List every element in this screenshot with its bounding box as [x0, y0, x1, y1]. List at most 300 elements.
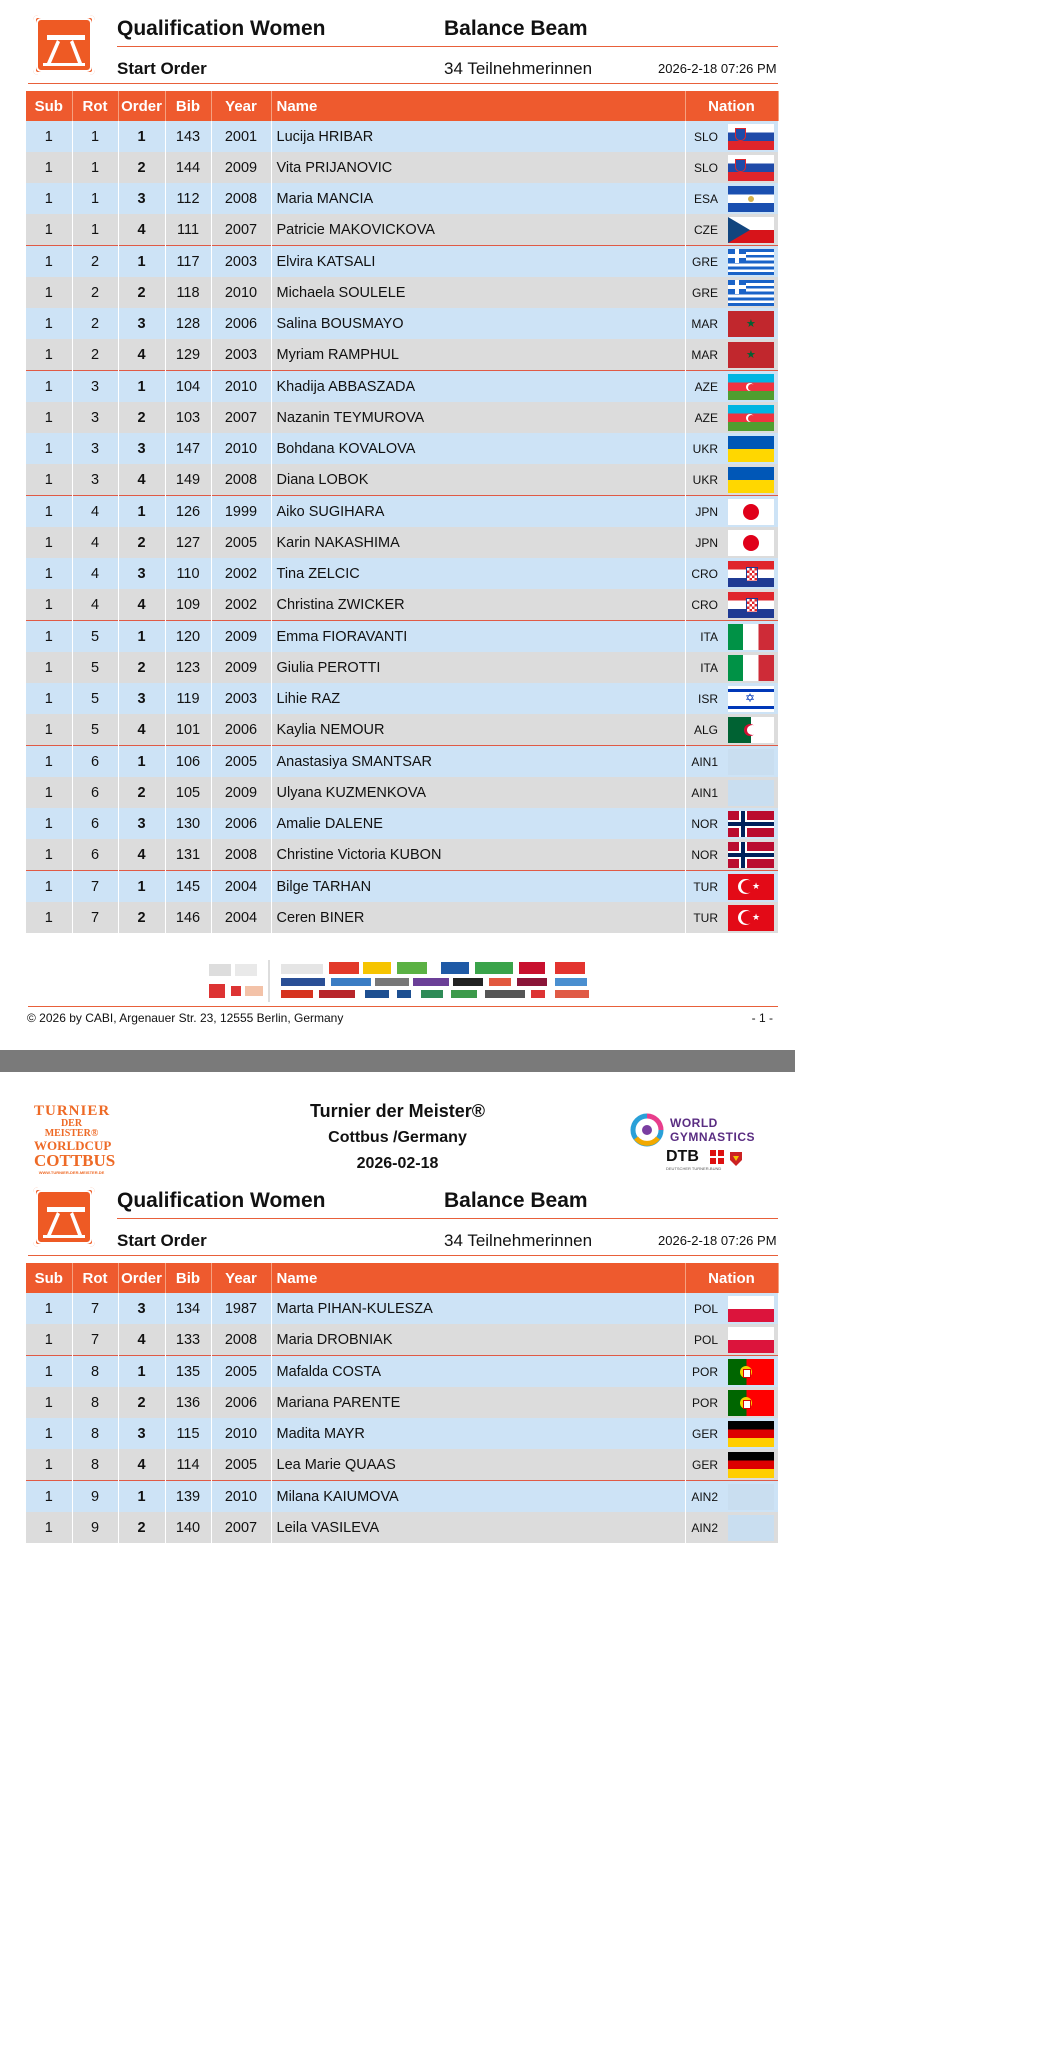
order-cell: 2	[118, 527, 165, 558]
order-cell: 2	[118, 652, 165, 683]
bib-cell: 128	[165, 308, 211, 339]
logo-url: WWW.TURNIER-DER-MEISTER.DE	[38, 1170, 105, 1175]
rot-cell: 8	[72, 1387, 118, 1418]
flag-cell	[724, 464, 778, 496]
competition-title: Qualification Women	[117, 1189, 326, 1212]
flag-nor-icon	[728, 842, 774, 868]
sub-cell: 1	[26, 1324, 72, 1356]
nation-code-cell: CZE	[685, 214, 724, 246]
flag-cro-icon	[728, 561, 774, 587]
table-row	[26, 777, 778, 808]
year-cell: 2003	[211, 339, 271, 371]
footer-divider	[28, 1006, 778, 1007]
rot-cell: 2	[72, 308, 118, 339]
year-cell: 2006	[211, 808, 271, 839]
apparatus-title: Balance Beam	[444, 1189, 588, 1212]
sponsor-logos-strip	[205, 958, 595, 1004]
bib-cell: 106	[165, 746, 211, 778]
balance-beam-apparatus-icon	[33, 15, 95, 75]
order-cell: 2	[118, 777, 165, 808]
table-row	[26, 1356, 778, 1388]
bib-cell: 130	[165, 808, 211, 839]
rot-cell: 2	[72, 339, 118, 371]
sub-cell: 1	[26, 371, 72, 403]
sub-cell: 1	[26, 808, 72, 839]
rot-cell: 6	[72, 808, 118, 839]
event-place: Cottbus /Germany	[328, 1129, 467, 1146]
flag-cell	[724, 214, 778, 246]
nation-code-cell: ESA	[685, 183, 724, 214]
flag-ain2-icon	[728, 1484, 774, 1510]
competition-title: Qualification Women	[117, 17, 326, 40]
order-cell: 4	[118, 589, 165, 621]
flag-cell	[724, 183, 778, 214]
order-cell: 3	[118, 558, 165, 589]
athlete-name-cell: Lihie RAZ	[271, 683, 685, 714]
flag-nor-icon	[728, 811, 774, 837]
nation-code-cell: POR	[685, 1387, 724, 1418]
rot-cell: 6	[72, 746, 118, 778]
sub-cell: 1	[26, 902, 72, 933]
rot-cell: 3	[72, 371, 118, 403]
flag-cell	[724, 777, 778, 808]
nation-code-cell: CRO	[685, 558, 724, 589]
wg-word-2: GYMNASTICS	[670, 1130, 756, 1144]
nation-code-cell: POL	[685, 1324, 724, 1356]
year-cell: 2009	[211, 152, 271, 183]
nation-code-cell: GER	[685, 1418, 724, 1449]
column-header-nation: Nation	[685, 91, 778, 121]
year-cell: 2006	[211, 308, 271, 339]
rot-cell: 2	[72, 277, 118, 308]
year-cell: 2005	[211, 746, 271, 778]
nation-code-cell: SLO	[685, 121, 724, 152]
order-cell: 1	[118, 746, 165, 778]
year-cell: 2009	[211, 621, 271, 653]
bib-cell: 127	[165, 527, 211, 558]
order-cell: 3	[118, 433, 165, 464]
sub-cell: 1	[26, 871, 72, 903]
flag-jpn-icon	[728, 499, 774, 525]
flag-ita-icon	[728, 624, 774, 650]
flag-aze-icon	[728, 405, 774, 431]
flag-cze-icon	[728, 217, 774, 243]
year-cell: 2010	[211, 1418, 271, 1449]
event-date: 2026-02-18	[356, 1155, 439, 1172]
bib-cell: 133	[165, 1324, 211, 1356]
bib-cell: 131	[165, 839, 211, 871]
flag-cell	[724, 1481, 778, 1513]
logo-line-2: DER MEISTER®	[44, 1118, 99, 1139]
year-cell: 2007	[211, 1512, 271, 1543]
athlete-name-cell: Bilge TARHAN	[271, 871, 685, 903]
flag-cell	[724, 433, 778, 464]
athlete-name-cell: Mafalda COSTA	[271, 1356, 685, 1388]
nation-code-cell: SLO	[685, 152, 724, 183]
subheader-divider	[28, 1255, 778, 1256]
bib-cell: 149	[165, 464, 211, 496]
table-row	[26, 746, 778, 778]
rot-cell: 6	[72, 777, 118, 808]
flag-cell	[724, 1293, 778, 1324]
flag-ger-icon	[728, 1452, 774, 1478]
athlete-name-cell: Leila VASILEVA	[271, 1512, 685, 1543]
sub-cell: 1	[26, 777, 72, 808]
table-row	[26, 714, 778, 746]
year-cell: 2010	[211, 371, 271, 403]
flag-slo-icon	[728, 155, 774, 181]
rot-cell: 7	[72, 1293, 118, 1324]
sub-cell: 1	[26, 214, 72, 246]
flag-cell	[724, 121, 778, 152]
athlete-name-cell: Nazanin TEYMUROVA	[271, 402, 685, 433]
logo-line-4: COTTBUS	[34, 1151, 116, 1170]
rot-cell: 7	[72, 902, 118, 933]
table-header-row	[26, 91, 778, 121]
flag-pol-icon	[728, 1296, 774, 1322]
sub-cell: 1	[26, 1418, 72, 1449]
bib-cell: 119	[165, 683, 211, 714]
flag-por-icon	[728, 1390, 774, 1416]
athlete-name-cell: Giulia PEROTTI	[271, 652, 685, 683]
year-cell: 2008	[211, 464, 271, 496]
order-cell: 2	[118, 402, 165, 433]
apparatus-title: Balance Beam	[444, 17, 588, 40]
order-cell: 2	[118, 1512, 165, 1543]
column-header-order: Order	[118, 91, 165, 121]
flag-tur-icon: ★	[728, 874, 774, 900]
year-cell: 2003	[211, 246, 271, 278]
sub-cell: 1	[26, 308, 72, 339]
world-gymnastics-emblem-icon	[628, 1112, 666, 1148]
table-row	[26, 589, 778, 621]
rot-cell: 4	[72, 589, 118, 621]
order-cell: 1	[118, 121, 165, 152]
flag-cell	[724, 277, 778, 308]
table-row	[26, 871, 778, 903]
year-cell: 2010	[211, 277, 271, 308]
column-header-rot: Rot	[72, 1263, 118, 1293]
flag-gre-icon	[728, 280, 774, 306]
start-order-table	[26, 91, 779, 933]
flag-cell	[724, 683, 778, 714]
flag-alg-icon	[728, 717, 774, 743]
year-cell: 1999	[211, 496, 271, 528]
sub-cell: 1	[26, 589, 72, 621]
sub-cell: 1	[26, 683, 72, 714]
nation-code-cell: AZE	[685, 402, 724, 433]
participant-count: 34 Teilnehmerinnen	[444, 59, 593, 78]
year-cell: 2005	[211, 527, 271, 558]
bib-cell: 139	[165, 1481, 211, 1513]
balance-beam-apparatus-icon	[33, 1187, 95, 1247]
year-cell: 2008	[211, 1324, 271, 1356]
sub-cell: 1	[26, 621, 72, 653]
athlete-name-cell: Emma FIORAVANTI	[271, 621, 685, 653]
table-row	[26, 152, 778, 183]
nation-code-cell: JPN	[685, 496, 724, 528]
sub-cell: 1	[26, 652, 72, 683]
athlete-name-cell: Christine Victoria KUBON	[271, 839, 685, 871]
sub-cell: 1	[26, 183, 72, 214]
nation-code-cell: AIN2	[685, 1481, 724, 1513]
flag-ukr-icon	[728, 436, 774, 462]
flag-ukr-icon	[728, 467, 774, 493]
order-cell: 2	[118, 277, 165, 308]
athlete-name-cell: Salina BOUSMAYO	[271, 308, 685, 339]
nation-code-cell: AZE	[685, 371, 724, 403]
subheader-divider	[28, 83, 778, 84]
participant-count: 34 Teilnehmerinnen	[444, 1231, 593, 1250]
athlete-name-cell: Vita PRIJANOVIC	[271, 152, 685, 183]
column-header-year: Year	[211, 91, 271, 121]
rot-cell: 9	[72, 1481, 118, 1513]
sub-cell: 1	[26, 527, 72, 558]
athlete-name-cell: Karin NAKASHIMA	[271, 527, 685, 558]
order-cell: 2	[118, 902, 165, 933]
sub-cell: 1	[26, 1356, 72, 1388]
year-cell: 2009	[211, 652, 271, 683]
flag-ain1-icon	[728, 749, 774, 775]
flag-cell	[724, 339, 778, 371]
flag-ain1-icon	[728, 780, 774, 806]
flag-esa-icon	[728, 186, 774, 212]
flag-cell	[724, 246, 778, 278]
column-header-name: Name	[271, 1263, 685, 1293]
athlete-name-cell: Madita MAYR	[271, 1418, 685, 1449]
rot-cell: 4	[72, 558, 118, 589]
flag-ger-icon	[728, 1421, 774, 1447]
rot-cell: 9	[72, 1512, 118, 1543]
rot-cell: 7	[72, 1324, 118, 1356]
athlete-name-cell: Elvira KATSALI	[271, 246, 685, 278]
table-row	[26, 683, 778, 714]
order-cell: 1	[118, 871, 165, 903]
sub-cell: 1	[26, 246, 72, 278]
bib-cell: 115	[165, 1418, 211, 1449]
flag-por-icon	[728, 1359, 774, 1385]
bib-cell: 103	[165, 402, 211, 433]
event-name: Turnier der Meister®	[310, 1101, 485, 1121]
order-cell: 3	[118, 183, 165, 214]
table-row	[26, 1387, 778, 1418]
flag-cell	[724, 527, 778, 558]
year-cell: 2004	[211, 871, 271, 903]
flag-cell	[724, 1324, 778, 1356]
start-order-page-1	[0, 0, 795, 1050]
print-timestamp: 2026-2-18 07:26 PM	[658, 61, 777, 76]
flag-cell	[724, 558, 778, 589]
nation-code-cell: NOR	[685, 808, 724, 839]
header-divider	[117, 1218, 778, 1219]
year-cell: 2007	[211, 402, 271, 433]
year-cell: 2003	[211, 683, 271, 714]
nation-code-cell: JPN	[685, 527, 724, 558]
sub-cell: 1	[26, 496, 72, 528]
order-cell: 2	[118, 1387, 165, 1418]
flag-cell	[724, 746, 778, 778]
flag-mar-icon: ★	[728, 311, 774, 337]
sub-cell: 1	[26, 277, 72, 308]
column-header-bib: Bib	[165, 91, 211, 121]
year-cell: 2010	[211, 1481, 271, 1513]
year-cell: 2010	[211, 433, 271, 464]
athlete-name-cell: Amalie DALENE	[271, 808, 685, 839]
table-row	[26, 402, 778, 433]
sub-cell: 1	[26, 402, 72, 433]
flag-cell	[724, 902, 778, 933]
flag-cell	[724, 714, 778, 746]
rot-cell: 3	[72, 464, 118, 496]
rot-cell: 5	[72, 652, 118, 683]
bib-cell: 135	[165, 1356, 211, 1388]
order-cell: 4	[118, 1449, 165, 1481]
table-row	[26, 1512, 778, 1543]
nation-code-cell: GER	[685, 1449, 724, 1481]
athlete-name-cell: Michaela SOULELE	[271, 277, 685, 308]
table-row	[26, 214, 778, 246]
year-cell: 2008	[211, 183, 271, 214]
rot-cell: 4	[72, 496, 118, 528]
header-divider	[117, 46, 778, 47]
flag-ain2-icon	[728, 1515, 774, 1541]
table-row	[26, 496, 778, 528]
bib-cell: 109	[165, 589, 211, 621]
flag-cell	[724, 621, 778, 653]
rot-cell: 8	[72, 1356, 118, 1388]
flag-cell	[724, 1449, 778, 1481]
nation-code-cell: CRO	[685, 589, 724, 621]
rot-cell: 5	[72, 683, 118, 714]
table-row	[26, 1449, 778, 1481]
column-header-rot: Rot	[72, 91, 118, 121]
bib-cell: 111	[165, 214, 211, 246]
bib-cell: 126	[165, 496, 211, 528]
year-cell: 2002	[211, 589, 271, 621]
athlete-name-cell: Marta PIHAN-KULESZA	[271, 1293, 685, 1324]
order-cell: 4	[118, 1324, 165, 1356]
table-row	[26, 183, 778, 214]
start-order-table	[26, 1263, 779, 1543]
flag-cro-icon	[728, 592, 774, 618]
column-header-nation: Nation	[685, 1263, 778, 1293]
dtb-tagline: DEUTSCHER TURNER-BUND	[666, 1166, 722, 1171]
nation-code-cell: ISR	[685, 683, 724, 714]
order-cell: 4	[118, 714, 165, 746]
rot-cell: 8	[72, 1418, 118, 1449]
bib-cell: 134	[165, 1293, 211, 1324]
table-row	[26, 1418, 778, 1449]
sub-cell: 1	[26, 1481, 72, 1513]
rot-cell: 2	[72, 246, 118, 278]
flag-slo-icon	[728, 124, 774, 150]
athlete-name-cell: Aiko SUGIHARA	[271, 496, 685, 528]
rot-cell: 1	[72, 121, 118, 152]
page-number: - 1 -	[751, 1011, 773, 1025]
athlete-name-cell: Anastasiya SMANTSAR	[271, 746, 685, 778]
athlete-name-cell: Mariana PARENTE	[271, 1387, 685, 1418]
column-header-bib: Bib	[165, 1263, 211, 1293]
table-row	[26, 808, 778, 839]
athlete-name-cell: Myriam RAMPHUL	[271, 339, 685, 371]
sub-cell: 1	[26, 121, 72, 152]
nation-code-cell: MAR	[685, 339, 724, 371]
nation-code-cell: ALG	[685, 714, 724, 746]
bib-cell: 117	[165, 246, 211, 278]
logo-line-1: TURNIER	[34, 1103, 111, 1119]
table-header-row	[26, 1263, 778, 1293]
table-row	[26, 121, 778, 152]
table-row	[26, 308, 778, 339]
bib-cell: 101	[165, 714, 211, 746]
rot-cell: 7	[72, 871, 118, 903]
flag-isr-icon: ✡	[728, 686, 774, 712]
rot-cell: 6	[72, 839, 118, 871]
flag-jpn-icon	[728, 530, 774, 556]
year-cell: 2005	[211, 1449, 271, 1481]
bib-cell: 129	[165, 339, 211, 371]
order-cell: 1	[118, 1356, 165, 1388]
flag-aze-icon	[728, 374, 774, 400]
copyright-footer: © 2026 by CABI, Argenauer Str. 23, 12555 Berlin, Germany	[27, 1011, 344, 1025]
athlete-name-cell: Diana LOBOK	[271, 464, 685, 496]
column-header-year: Year	[211, 1263, 271, 1293]
order-cell: 3	[118, 1293, 165, 1324]
nation-code-cell: MAR	[685, 308, 724, 339]
column-header-name: Name	[271, 91, 685, 121]
bib-cell: 146	[165, 902, 211, 933]
athlete-name-cell: Maria MANCIA	[271, 183, 685, 214]
bib-cell: 110	[165, 558, 211, 589]
wg-word-1: WORLD	[670, 1116, 718, 1130]
athlete-name-cell: Tina ZELCIC	[271, 558, 685, 589]
flag-cell	[724, 589, 778, 621]
year-cell: 2006	[211, 714, 271, 746]
nation-code-cell: ITA	[685, 621, 724, 653]
table-row	[26, 277, 778, 308]
year-cell: 2006	[211, 1387, 271, 1418]
sub-cell: 1	[26, 1449, 72, 1481]
table-row	[26, 1324, 778, 1356]
flag-cell	[724, 496, 778, 528]
bib-cell: 105	[165, 777, 211, 808]
sub-cell: 1	[26, 1512, 72, 1543]
year-cell: 2004	[211, 902, 271, 933]
rot-cell: 1	[72, 152, 118, 183]
column-header-order: Order	[118, 1263, 165, 1293]
year-cell: 2008	[211, 839, 271, 871]
sub-cell: 1	[26, 152, 72, 183]
bib-cell: 120	[165, 621, 211, 653]
logo-line-3: WORLDCUP	[34, 1138, 112, 1153]
order-cell: 4	[118, 839, 165, 871]
bib-cell: 145	[165, 871, 211, 903]
order-cell: 1	[118, 371, 165, 403]
bib-cell: 140	[165, 1512, 211, 1543]
table-row	[26, 558, 778, 589]
rot-cell: 4	[72, 527, 118, 558]
flag-cell	[724, 652, 778, 683]
rot-cell: 5	[72, 621, 118, 653]
rot-cell: 3	[72, 433, 118, 464]
table-row	[26, 839, 778, 871]
rot-cell: 1	[72, 214, 118, 246]
flag-ita-icon	[728, 655, 774, 681]
flag-cell	[724, 1418, 778, 1449]
nation-code-cell: POL	[685, 1293, 724, 1324]
flag-tur-icon: ★	[728, 905, 774, 931]
table-row	[26, 433, 778, 464]
